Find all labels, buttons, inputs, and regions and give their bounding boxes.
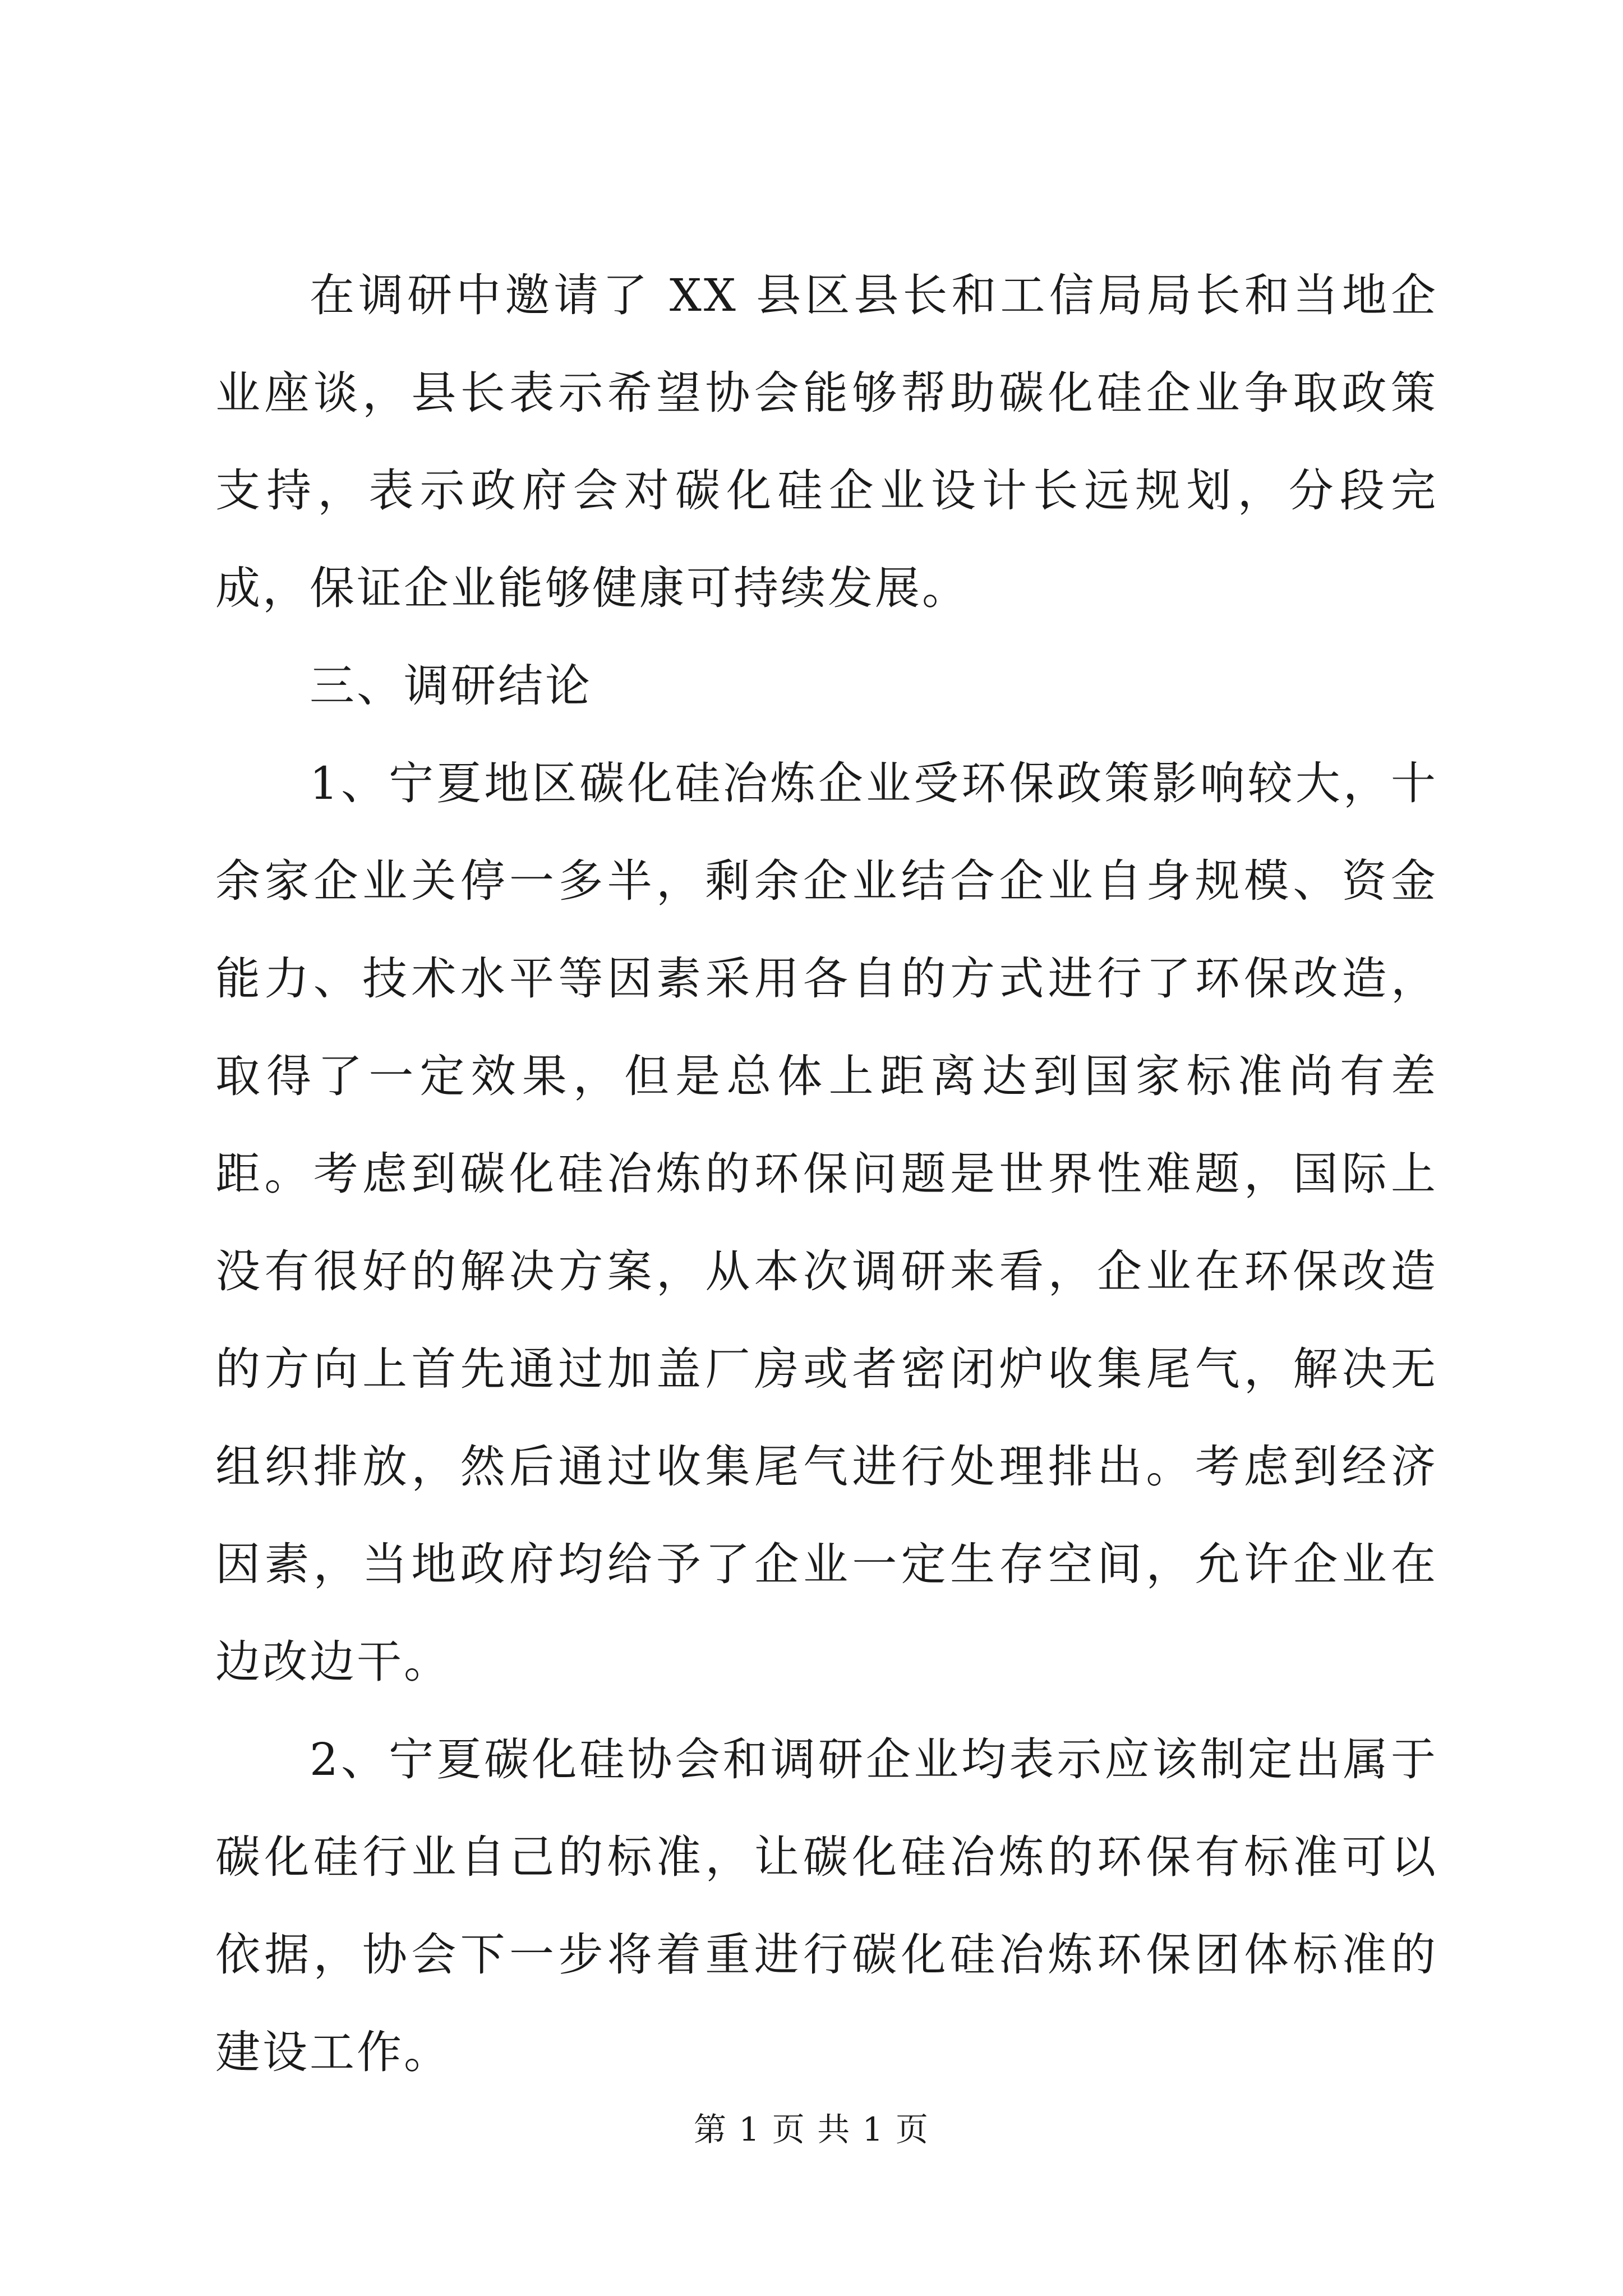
document-body: [215, 247, 1438, 2101]
paragraph-conclusion-2: 2、宁夏碳化硅协会和调研企业均表示应该制定出属于碳化硅行业自己的标准，让碳化硅冶炼的环保有标准可以依据，协会下一步将着重进行碳化硅冶炼环保团体标准的建设工作。: [215, 1733, 1438, 2078]
section-heading-conclusion: 三、调研结论: [310, 660, 592, 712]
paragraph-conclusion-1: 1、宁夏地区碳化硅冶炼企业受环保政策影响较大，十余家企业关停一多半，剩余企业结合企业自身规模、资金能力、技术水平等因素采用各自的方式进行了环保改造，取得了一定效果，但是总体上距离达到国家标准尚有差距。考虑到碳化硅冶炼的环保问题是世界性难题，国际上没有很好的解决方案，从本次调研来看，企业在环保改造的方向上首先通过加盖厂房或者密闭炉收集尾气，解决无组织排放，然后通过收集尾气进行处理排出。考虑到经济因素，当地政府均给予了企业一定生存空间，允许企业在边改边干。: [215, 757, 1438, 1688]
paragraph-meeting: 在调研中邀请了 XX 县区县长和工信局局长和当地企业座谈，县长表示希望协会能够帮助碳化硅企业争取政策支持，表示政府会对碳化硅企业设计长远规划，分段完成，保证企业能够健康可持续发展。: [215, 269, 1438, 614]
page-number-footer: 第 1 页 共 1 页: [694, 2110, 929, 2148]
